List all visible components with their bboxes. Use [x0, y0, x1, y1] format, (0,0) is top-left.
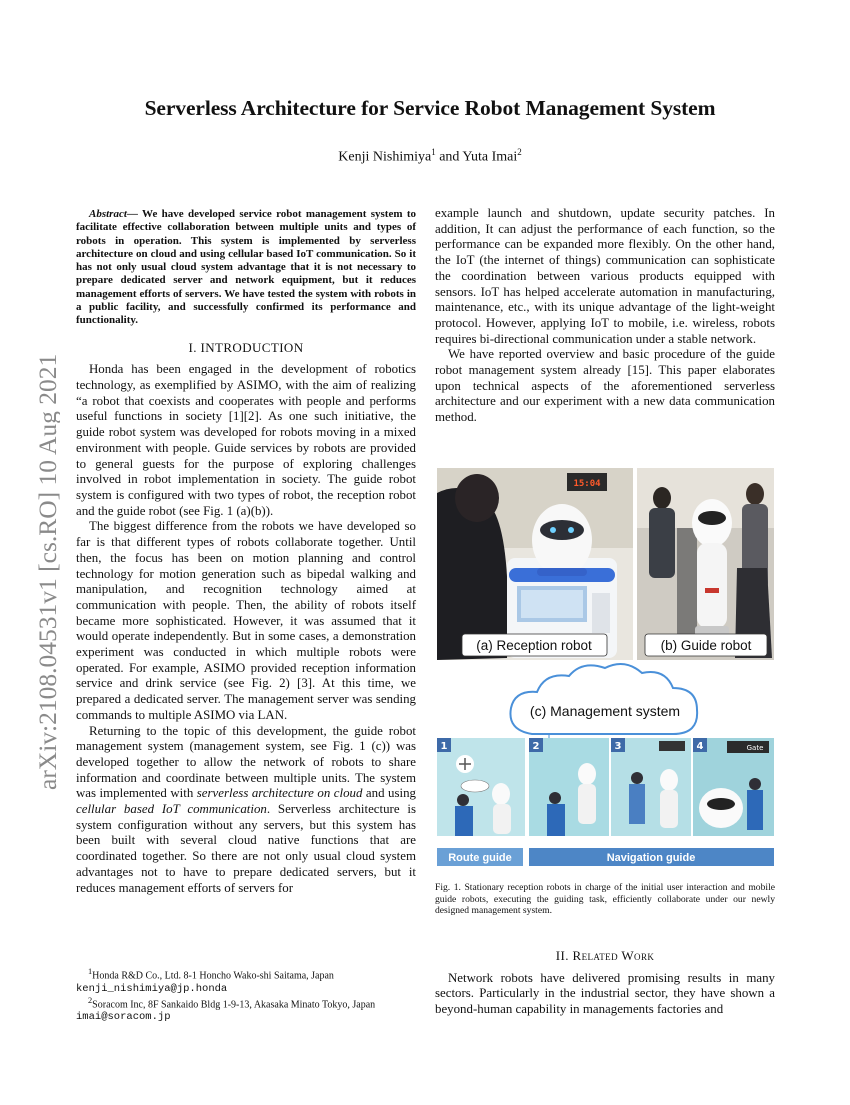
author-1: Kenji Nishimiya — [338, 149, 432, 165]
figure-1 — [437, 468, 774, 868]
footnote-1-num: 1 — [88, 967, 93, 976]
authors-and: and — [435, 149, 463, 165]
label-guide-robot: (b) Guide robot — [660, 638, 752, 653]
footnote-2-email: imai@soracom.jp — [76, 1011, 171, 1024]
abstract-text: — We have developed service robot management system to facilitate effective collaboration between multiple units and types of robots in operation. This system is implemented by serverless architecture on cloud and using cellular based IoT communication. So it has not only usual cloud system advantage that it is not necessary to prepare dedicated server and network equipment, but it reduces management efforts of servers. We have tested the system with robots in a public facility, and successfully confirmed its performance and functionality. — [76, 208, 416, 327]
intro-paragraph-2: The biggest difference from the robots we have developed so far is that different types of robots collaborate together. Until then, the focus has been on motion planning and control technology for motion generation such as bipedal walking and manipulation, and recognition technology aimed at communication with people. Then, the ability of robots itself became more sophisticated. However, it was assumed that it would operate independently. But in some cases, a demonstration experiment was conducted in which multiple robots were operated. For example, ASIMO provided reception information service and drink service (see Fig. 2) [3]. At this time, we prepared a dedicated server. The management server was sending commands to multiple ASIMO via LAN. — [76, 519, 416, 722]
right-column — [435, 206, 775, 426]
right-paragraph-2: We have reported overview and basic procedure of the guide robot management system already [15]. This paper elaborates upon technical aspects of the aforementioned serverless architecture and our experiment with a new data communication method. — [435, 347, 775, 425]
intro-p3-c: . Serverless architecture is system configuration without any servers, but this system has been built with several cloud native functions that are coordinated together. So there are not only usual cloud system advantages not to have to prepare dedicated servers, but it reduces management efforts of servers for — [76, 802, 416, 895]
section-2-heading-num: II. — [555, 948, 573, 963]
photo-guide-robot — [637, 468, 774, 660]
abstract-label: Abstract — [89, 208, 127, 220]
navigation-guide-label: Navigation guide — [606, 852, 696, 864]
footnote-2 — [76, 995, 418, 1012]
label-management-system: (c) Management system — [529, 703, 681, 719]
abstract — [76, 208, 416, 328]
guide-panels — [437, 738, 774, 866]
section-1-heading: I. INTRODUCTION — [188, 339, 304, 355]
figure-1-graphic — [437, 468, 774, 868]
intro-paragraph-3 — [76, 724, 416, 897]
intro-paragraph-1: Honda has been engaged in the development of robotics technology, as exemplified by ASIMO, with the aim of realizing “a robot that coexists and cooperates with people and performs useful functions in society [1][2]. As one such initiative, the guide robot system was developed for robots moving in a mixed environment with people. Guide services by robots are provided to general guests for the purpose of exploring challenges involved in robot implementation in society. The guide robot system is configured with two types of robot, the reception robot and the guide robot (see Fig. 1 (a)(b)). — [76, 362, 416, 518]
footnote-2-num: 2 — [88, 995, 93, 1005]
footnotes — [76, 966, 418, 1023]
intro-p3-em2: cellular based IoT communication — [76, 802, 267, 817]
clock-display: 15:04 — [573, 479, 601, 489]
gate-sign: Gate — [746, 744, 764, 752]
panel-2-number: 2 — [532, 741, 540, 752]
intro-p3-em1: serverless architecture on cloud — [196, 786, 363, 801]
section-2-heading — [435, 948, 775, 964]
footnote-2-text: Soracom Inc, 8F Sankaido Bldg 1-9-13, Akasaka Minato Tokyo, Japan — [92, 999, 376, 1011]
panel-1-number: 1 — [440, 741, 448, 752]
management-cloud — [510, 664, 697, 740]
figure-1-caption: Fig. 1. Stationary reception robots in charge of the initial user interaction and mobile guide robots, executing the guiding task, efficiently collaborate under our newly designed management system. — [435, 882, 775, 917]
arxiv-stamp — [10, 0, 60, 1100]
arxiv-stamp-text: arXiv:2108.04531v1 [cs.RO] 10 Aug 2021 — [33, 353, 60, 790]
section-2 — [435, 948, 775, 1018]
footnote-1-text: Honda R&D Co., Ltd. 8-1 Honcho Wako-shi Saitama, Japan — [92, 970, 334, 982]
photo-reception-robot — [437, 468, 633, 660]
panel-3-number: 3 — [614, 741, 622, 752]
author-2-affil: 2 — [517, 147, 522, 157]
label-reception-robot: (a) Reception robot — [476, 638, 592, 653]
route-guide-label: Route guide — [448, 852, 512, 864]
section-2-heading-text: Related Work — [572, 948, 655, 963]
intro-p3-a: Returning to the topic of this development, the guide robot management system (management system, see Fig. 1 (c)) was developed together to allow the network of robots to share information and coordinate between multiple units. The system was implemented with — [76, 723, 416, 801]
footnote-1 — [76, 966, 418, 983]
footnote-1-email: kenji_nishimiya@jp.honda — [76, 982, 228, 995]
left-column — [76, 208, 416, 896]
authors-line — [80, 147, 780, 166]
author-2: Yuta Imai — [462, 149, 518, 165]
panel-4-number: 4 — [696, 741, 704, 752]
related-work-paragraph-1: Network robots have delivered promising results in many sectors. Particularly in the industrial sector, they have shown a beyond-human capability in managements factories and — [435, 970, 775, 1017]
intro-p3-b: and using — [362, 786, 416, 801]
paper-title: Serverless Architecture for Service Robot Management System — [144, 96, 716, 120]
author-1-affil: 1 — [431, 147, 436, 157]
right-paragraph-1: example launch and shutdown, update security patches. In addition, It can adjust the performance of each function, so the performance can be expanded more flexibly. On the other hand, the IoT (the internet of things) communication can sophisticate the coordination between various products equipped with sensors. IoT has helped accelerate automation in manufacturing, maintenance, etc., with its unique advantage of the light-weight protocol. However, applying IoT to mobile, i.e. wireless, robots requires bi-directional communication under a stable network. — [435, 206, 775, 346]
